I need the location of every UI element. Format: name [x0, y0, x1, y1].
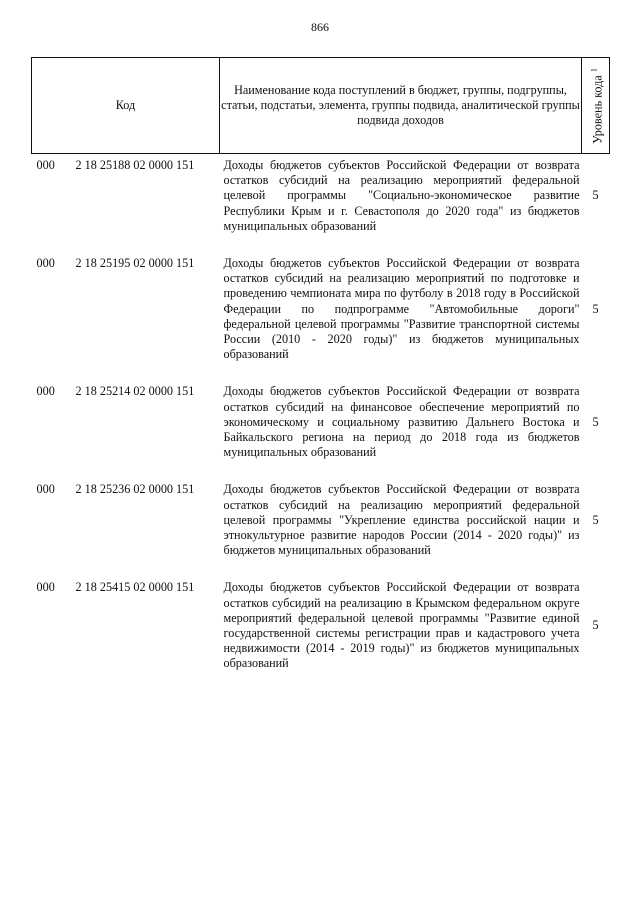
row-level: 5 [592, 301, 599, 316]
row-group: 000 [36, 158, 55, 172]
row-code: 2 18 25188 02 0000 151 [75, 158, 195, 172]
table-row [32, 482, 610, 580]
page-number: 866 [311, 20, 329, 34]
row-name: Доходы бюджетов субъектов Российской Федерации от возврата остатков субсидий на реализацию в Крымском федеральном округе мероприятий федеральной целевой программы "Развитие единой государственной системы регистрации прав и кадастрового учета недвижимости (2014 - 2019 годы)" из бюджетов муниципальных образований [223, 580, 580, 671]
row-name: Доходы бюджетов субъектов Российской Федерации от возврата остатков субсидий на реализацию мероприятий федеральной целевой программы "Социально-экономическое развитие Республики Крым и г. Севастополя до 2020 года" из бюджетов муниципальных образований [223, 158, 580, 233]
row-group: 000 [36, 580, 55, 595]
row-level: 5 [592, 618, 599, 633]
header-level-label: Уровень кода $^1$ [588, 67, 604, 144]
row-level: 5 [592, 414, 599, 429]
header-name: Наименование кода поступлений в бюджет, группы, подгруппы, статьи, подстатьи, элемента, группы подвида, аналитической группы подвида доходов [220, 58, 582, 154]
header-code: Код [32, 58, 220, 154]
row-code: 2 18 25214 02 0000 151 [75, 384, 195, 399]
table-header-row [32, 58, 610, 154]
header-level [582, 58, 610, 154]
row-group: 000 [36, 384, 55, 399]
row-name: Доходы бюджетов субъектов Российской Федерации от возврата остатков субсидий на финансовое обеспечение мероприятий по экономическому и социальному развитию Дальнего Востока и Байкальского региона на период до 2018 года из бюджетов муниципальных образований [223, 384, 580, 460]
row-group: 000 [36, 482, 55, 497]
row-name: Доходы бюджетов субъектов Российской Федерации от возврата остатков субсидий на реализацию мероприятий федеральной целевой программы "Укрепление единства российской нации и этнокультурное развитие народов России (2014 - 2020 годы)" из бюджетов муниципальных образований [223, 482, 580, 558]
row-code: 2 18 25236 02 0000 151 [75, 482, 195, 497]
row-level: 5 [592, 512, 599, 527]
row-name: Доходы бюджетов субъектов Российской Федерации от возврата остатков субсидий на реализацию мероприятий по подготовке и проведению чемпионата мира по футболу в 2018 году в Российской Федерации по подпрограмме "Автомобильные дороги" федеральной целевой программы "Развитие транспортной системы России (2010 - 2020 годы)" из бюджетов муниципальных образований [223, 256, 580, 362]
row-level: 5 [592, 188, 599, 203]
row-code: 2 18 25415 02 0000 151 [75, 580, 195, 595]
revenue-codes-table [31, 57, 610, 694]
table-row [32, 384, 610, 482]
row-group: 000 [36, 256, 55, 271]
footnote-marker: 1 [588, 67, 598, 72]
table-row [32, 580, 610, 693]
table-row [32, 154, 610, 257]
table-row [32, 256, 610, 384]
row-code: 2 18 25195 02 0000 151 [75, 256, 195, 271]
